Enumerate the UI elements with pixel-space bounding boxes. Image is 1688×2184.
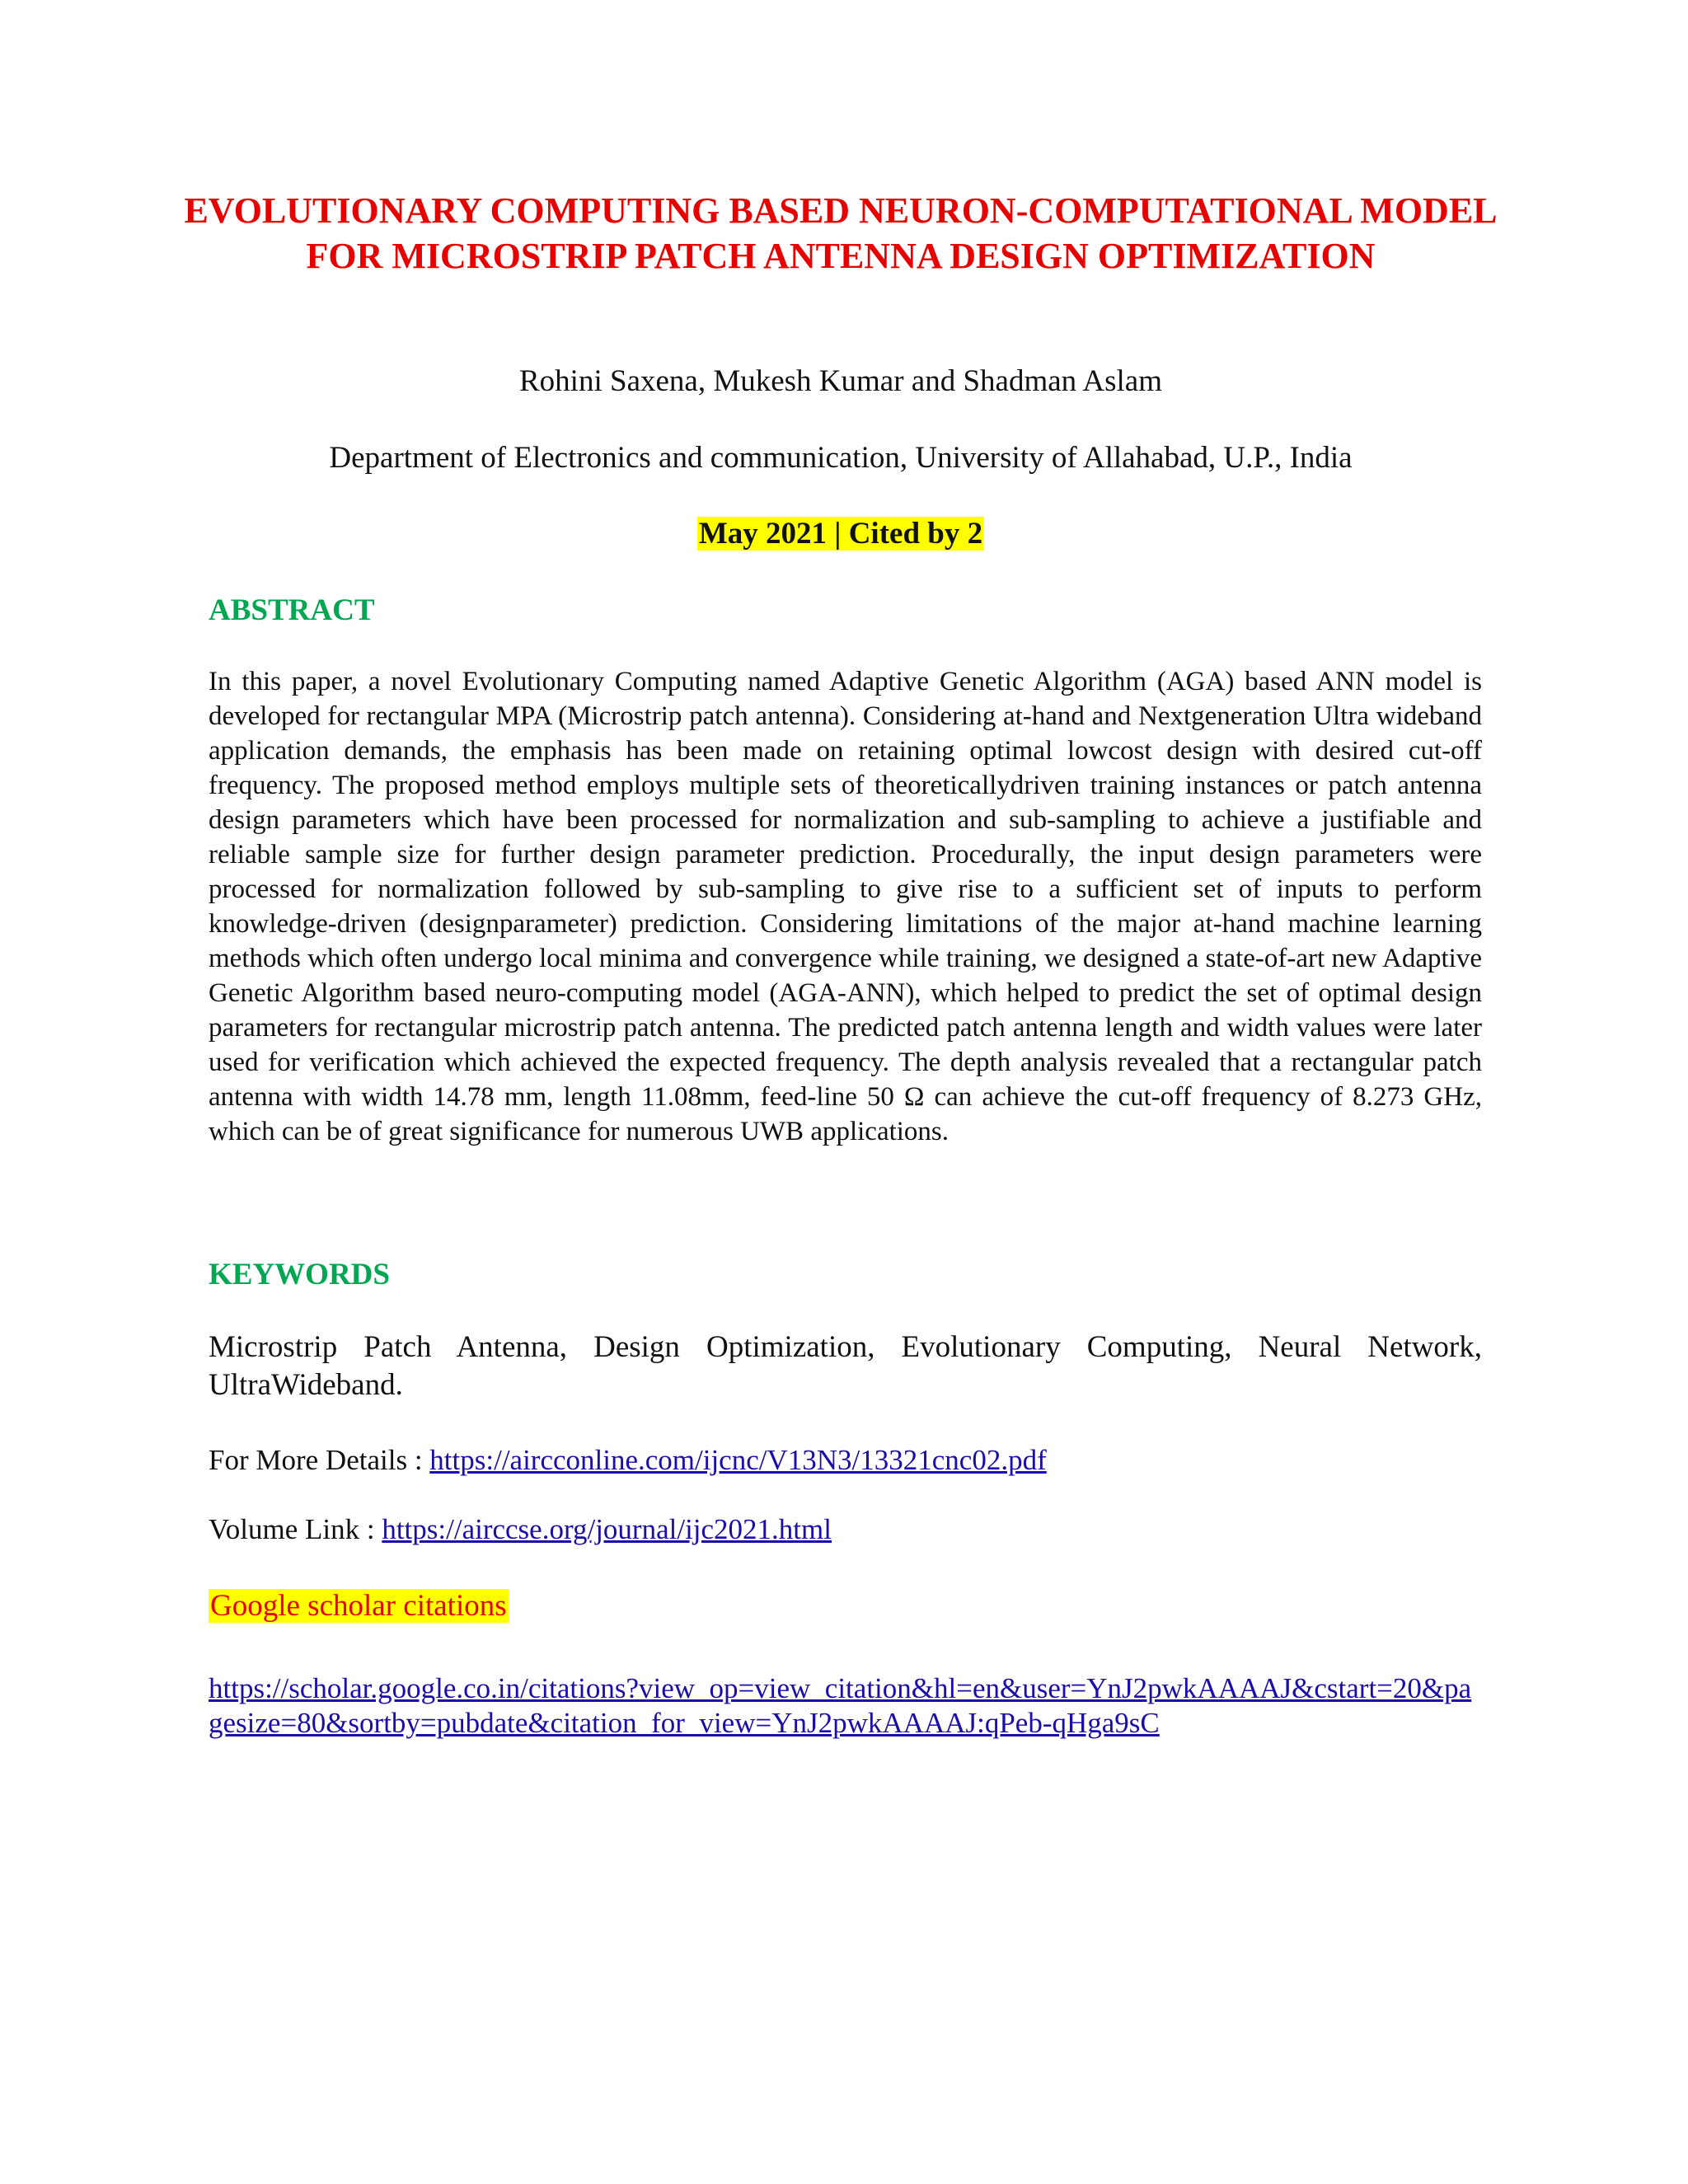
google-scholar-url-line [209,1671,1482,1741]
more-details-label: For More Details : [209,1444,430,1476]
paper-authors: Rohini Saxena, Mukesh Kumar and Shadman Aslam [519,364,1162,398]
more-details-link[interactable]: https://aircconline.com/ijcnc/V13N3/13321cnc02.pdf [429,1444,1047,1476]
google-scholar-link[interactable]: https://scholar.google.co.in/citations?view_op=view_citation&hl=en&user=YnJ2pwkAAAAJ&cstart=20&pagesize=80&sortby=pubdate&citation_for_view=YnJ2pwkAAAAJ:qPeb-qHga9sC [209,1672,1472,1739]
google-scholar-heading [209,1587,509,1625]
volume-link[interactable]: https://airccse.org/journal/ijc2021.html [382,1513,832,1545]
volume-link-line [209,1511,832,1548]
volume-link-label: Volume Link : [209,1513,382,1545]
paper-affiliation: Department of Electronics and communication, University of Allahabad, U.P., India [329,441,1353,475]
keywords-text: Microstrip Patch Antenna, Design Optimization, Evolutionary Computing, Neural Network, UltraWideband. [209,1330,1482,1402]
keywords-heading: KEYWORDS [209,1258,390,1291]
abstract-heading: ABSTRACT [209,593,375,627]
date-citation-badge: May 2021 | Cited by 2 [698,517,983,551]
date-citation-line [165,515,1517,553]
paper-title: EVOLUTIONARY COMPUTING BASED NEURON-COMPUTATIONAL MODEL FOR MICROSTRIP PATCH ANTENNA DESIGN OPTIMIZATION [184,190,1498,276]
google-scholar-heading-text: Google scholar citations [210,1589,507,1623]
more-details-line [209,1442,1047,1479]
abstract-text: In this paper, a novel Evolutionary Computing named Adaptive Genetic Algorithm (AGA) based ANN model is developed for rectangular MPA (Microstrip patch antenna). Considering at-hand and Nextgeneration Ultra wideband application demands, the emphasis has been made on retaining optimal lowcost design with desired cut-off frequency. The proposed method employs multiple sets of theoreticallydriven training instances or patch antenna design parameters which have been processed for normalization and sub-sampling to achieve a justifiable and reliable sample size for further design parameter prediction. Procedurally, the input design parameters were processed for normalization followed by sub-sampling to give rise to a sufficient set of inputs to perform knowledge-driven (designparameter) prediction. Considering limitations of the major at-hand machine learning methods which often undergo local minima and convergence while training, we designed a state-of-art new Adaptive Genetic Algorithm based neuro-computing model (AGA-ANN), which helped to predict the set of optimal design parameters for rectangular microstrip patch antenna. The predicted patch antenna length and width values were later used for verification which achieved the expected frequency. The depth analysis revealed that a rectangular patch antenna with width 14.78 mm, length 11.08mm, feed-line 50 Ω can achieve the cut-off frequency of 8.273 GHz, which can be of great significance for numerous UWB applications. [209,667,1482,1146]
